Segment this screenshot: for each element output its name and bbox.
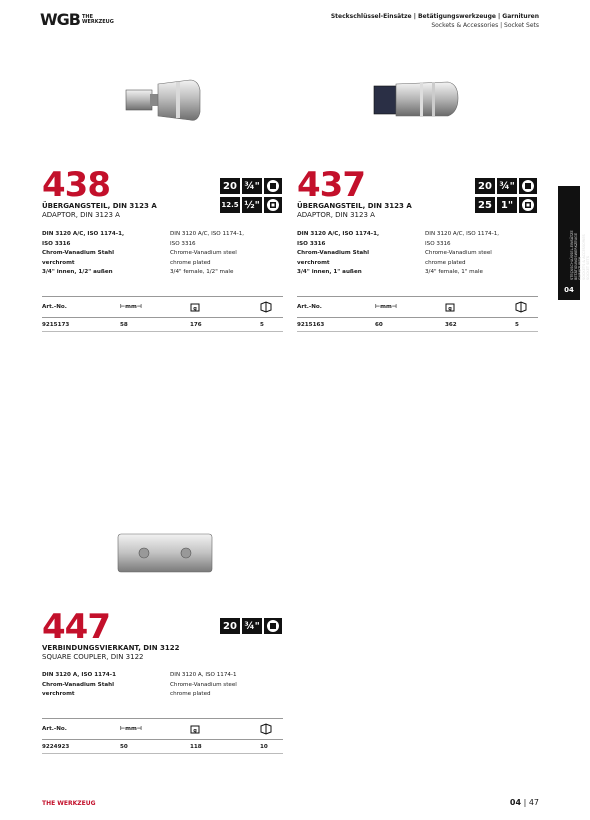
footer-page-number: 04 | 47 [509, 798, 539, 807]
product-title-de: ÜBERGANGSTEIL, DIN 3123 A [297, 202, 412, 210]
package-icon [260, 297, 283, 318]
badge-size: 20 [475, 178, 495, 194]
product-title-de: ÜBERGANGSTEIL, DIN 3123 A [42, 202, 157, 210]
badge-drive: 1" [497, 197, 517, 213]
category-en: Sockets & Accessories | Socket Sets [431, 22, 539, 29]
description-en-438: DIN 3120 A/C, ISO 1174-1, ISO 3316 Chrome-Vanadium steel chrome plated 3/4" female, 1/2" male [170, 231, 245, 276]
weight-icon [445, 297, 515, 318]
table-row: 9215163 60 362 5 [297, 318, 538, 332]
product-block-438 [42, 165, 157, 220]
svg-text:g: g [448, 306, 452, 312]
table-header [42, 719, 283, 740]
weight-icon [190, 297, 260, 318]
product-image-447 [110, 528, 220, 580]
side-tab-number: 04 [564, 286, 574, 294]
product-title-en: ADAPTOR, DIN 3123 A [42, 211, 120, 219]
svg-text:g: g [193, 306, 197, 312]
col-art-no: Art.-No. [42, 297, 120, 318]
footer-brand: THE WERKZEUG [42, 800, 96, 807]
product-block-437 [297, 165, 412, 220]
category-de: Steckschlüssel-Einsätze | Betätigungswerkzeuge | Garnituren [330, 13, 539, 20]
size-badges-438 [220, 178, 282, 213]
col-art-no: Art.-No. [297, 297, 375, 318]
product-number: 438 [42, 165, 110, 205]
article-table-438 [42, 296, 283, 332]
product-title-en: SQUARE COUPLER, DIN 3122 [42, 653, 144, 661]
badge-size: 12.5 [220, 197, 240, 213]
badge-row [220, 618, 282, 634]
badge-drive: ¾" [242, 618, 262, 634]
size-badges-447 [220, 618, 282, 634]
badge-drive: ¾" [242, 178, 262, 194]
category-header [331, 12, 539, 30]
product-number: 447 [42, 607, 110, 647]
badge-drive: ¾" [497, 178, 517, 194]
side-tab-label: STECKSCHLÜSSEL-EINSÄTZE BETÄTIGUNGSWERKZEUGE GARNITUREN SOCKETS & ACCESSORIES SOCKET SETS [570, 230, 590, 280]
weight-icon [190, 719, 260, 740]
product-image-437 [370, 72, 470, 142]
article-table-437 [297, 296, 538, 332]
product-title-en: ADAPTOR, DIN 3123 A [297, 211, 375, 219]
badge-row [220, 197, 282, 213]
logo-mark: WGB [40, 10, 80, 29]
product-image-438 [120, 70, 220, 140]
description-de-437: DIN 3120 A/C, ISO 1174-1, ISO 3316 Chrom-Vanadium Stahl verchromt 3/4" innen, 1" außen [297, 231, 380, 276]
badge-row [475, 178, 537, 194]
package-icon [515, 297, 538, 318]
table-header [42, 297, 283, 318]
table-row: 9215173 58 176 5 [42, 318, 283, 332]
badge-row [220, 178, 282, 194]
brand-logo [40, 12, 114, 28]
col-length: ⊢mm⊣ [375, 297, 445, 318]
badge-size: 20 [220, 178, 240, 194]
section-side-tab[interactable] [558, 186, 590, 300]
col-length: ⊢mm⊣ [120, 719, 190, 740]
square-drive-female-icon [264, 178, 282, 194]
description-en-437: DIN 3120 A/C, ISO 1174-1, ISO 3316 Chrome-Vanadium steel chrome plated 3/4" female, 1" male [425, 231, 500, 276]
square-drive-female-icon [519, 178, 537, 194]
col-length: ⊢mm⊣ [120, 297, 190, 318]
svg-text:g: g [193, 728, 197, 734]
table-row: 9224923 50 118 10 [42, 740, 283, 754]
table-header [297, 297, 538, 318]
square-drive-male-icon [519, 197, 537, 213]
package-icon [260, 719, 283, 740]
col-art-no: Art.-No. [42, 719, 120, 740]
product-title-de: VERBINDUNGSVIERKANT, DIN 3122 [42, 644, 180, 652]
square-drive-female-icon [264, 618, 282, 634]
badge-size: 25 [475, 197, 495, 213]
description-de-447: DIN 3120 A, ISO 1174-1 Chrom-Vanadium Stahl verchromt [42, 672, 116, 698]
footer-page: 47 [528, 798, 539, 807]
badge-row [475, 197, 537, 213]
article-table-447 [42, 718, 283, 754]
size-badges-437 [475, 178, 537, 213]
product-number: 437 [297, 165, 365, 205]
description-en-447: DIN 3120 A, ISO 1174-1 Chrome-Vanadium steel chrome plated [170, 672, 237, 698]
description-de-438: DIN 3120 A/C, ISO 1174-1, ISO 3316 Chrom-Vanadium Stahl verchromt 3/4" innen, 1/2" außen [42, 231, 125, 276]
product-block-447 [42, 607, 180, 662]
footer-section: 04 [509, 798, 522, 807]
square-drive-male-icon [264, 197, 282, 213]
badge-drive: ½" [242, 197, 262, 213]
logo-sub: THE WERKZEUG [81, 13, 114, 25]
badge-size: 20 [220, 618, 240, 634]
